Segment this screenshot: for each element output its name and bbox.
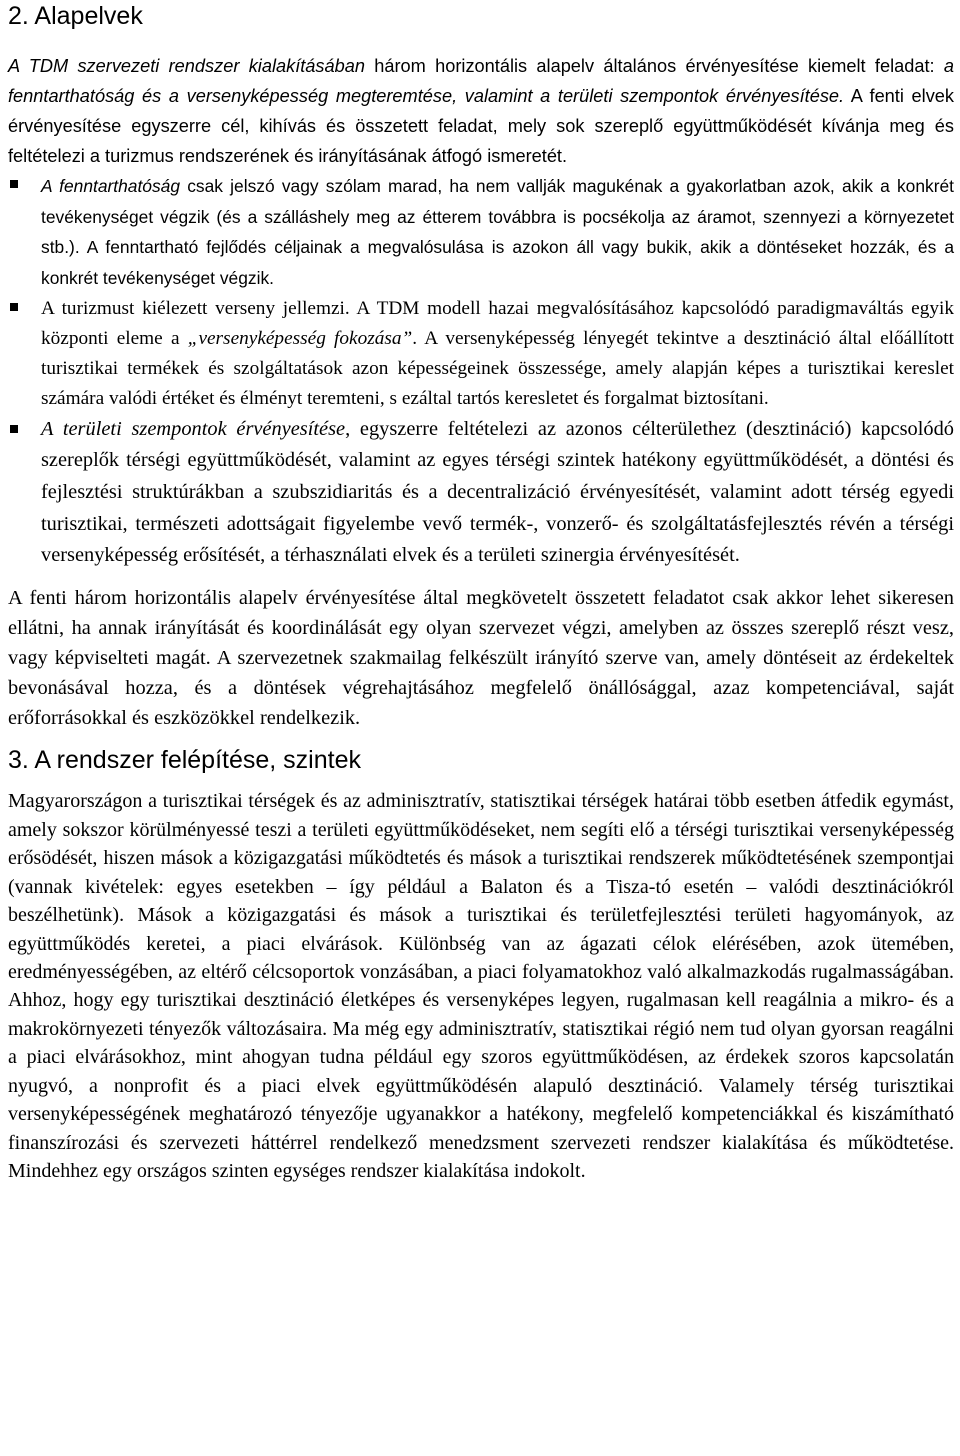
document-page — [8, 0, 954, 1186]
intro-text-2: A fenti elvek érvényesítése egyszerre cél, kihívás és összetett feladat, mely sok szereplő együttműködését kívánja meg és feltételezi a turizmus rendszerének és irányításának átfogó ismeretét. — [8, 86, 954, 166]
bullet-3-italic: A területi szempontok érvényesítése — [41, 417, 346, 440]
bullet-territorial-aspects — [8, 414, 954, 572]
section-2-closing-paragraph: A fenti három horizontális alapelv érvényesítése által megkövetelt összetett feladatot csak akkor lehet sikeresen ellátni, ha annak irányítását és koordinálását egy olyan szervezet végzi, amelyben az összes szereplő részt vesz, vagy képviselteti magát. A szervezetnek szakmailag felkészült irányító szerve van, amely döntéseit az érdekeltek bevonásával hozza, és a döntések végrehajtásához megfelelő önállósággal, azaz kompetenciával, saját erőforrásokkal és eszközökkel rendelkezik. — [8, 586, 954, 730]
principles-bullet-list — [8, 171, 954, 572]
section-2-intro-paragraph — [8, 51, 954, 171]
intro-text-1: három horizontális alapelv általános érvényesítése kiemelt feladat: — [364, 56, 944, 76]
section-3-heading: 3. A rendszer felépítése, szintek — [8, 746, 361, 775]
bullet-competitiveness — [8, 294, 954, 414]
intro-lead-italic: A TDM szervezeti rendszer kialakításában — [8, 56, 365, 76]
bullet-2-text-2: . A versenyképesség lényegét tekintve a desztináció által előállított turisztikai termékek és szolgáltatások azon képességeinek összessége, amely alapján képes a turisztikai kereslet számára valódi értéket és élményt teremteni, s ezáltal tartós keresletet és forgalmat biztosítani. — [41, 327, 954, 409]
bullet-2-text-1: A turizmust kiélezett verseny jellemzi. A TDM modell hazai megvalósításához kapcsolódó paradigmaváltás egyik központi eleme a — [41, 297, 954, 349]
bullet-3-text: , egyszerre feltételezi az azonos célterülethez (desztináció) kapcsolódó szereplők térségi együttműködését, valamint az egyes térségi szintek hatékony együttműködését, a döntési és fejlesztési struktúrákban a szubszidiaritás és a decentralizáció érvényesítését, valamint adott térség egyedi turisztikai, természeti adottságait figyelembe vevő termék-, vonzerő- és szolgáltatásfejlesztés révén a térségi versenyképesség erősítését, a térhasználati elvek és a területi szinergia érvényesítését. — [41, 417, 954, 567]
bullet-2-italic: „versenyképesség fokozása” — [187, 327, 413, 349]
intro-italic-2: a fenntarthatóság és a versenyképesség megteremtése, valamint a területi szempontok érvényesítése. — [8, 56, 954, 106]
bullet-1-italic: A fenntarthatóság — [41, 176, 181, 196]
section-3-body-paragraph: Magyarországon a turisztikai térségek és az adminisztratív, statisztikai térségek határai több esetben átfedik egymást, amely sokszor körülményessé teszi a területi együttműködéseket, nem segíti elő a térségi turisztikai versenyképesség erősödését, hiszen mások a közigazgatási működtetés és mások a turisztikai rendszerek működtetésének szempontjai (vannak kivételek: egyes esetekben – így például a Balaton és a Tisza-tó esetén – valódi desztinációkról beszélhetünk). Mások a közigazgatási és mások a turisztikai és területfejlesztési területi hagyományok, az együttműködés keretei, a piaci elvárások. Különbség van az ágazati célok elérésében, azok ütemében, eredményességében, az eltérő célcsoportok vonzásában, a piaci folyamatokhoz való alkalmazkodás rugalmasságában. Ahhoz, hogy egy turisztikai desztináció életképes és versenyképes legyen, rugalmasan kell reagálnia a mikro- és a makrokörnyezeti tényezők változásaira. Ma még egy adminisztratív, statisztikai régió nem tud olyan gyorsan reagálni a piaci elvárásokhoz, mint ahogyan tudna például egy szoros együttműködésen, az érdekek szoros kapcsolatán nyugvó, a nonprofit és a piaci elvek együttműködésén alapuló desztináció. Valamely térség turisztikai versenyképességének meghatározó tényezője ugyanakkor a hatékony, megfelelő kompetenciákkal és kiszámítható finanszírozási és szervezeti háttérrel rendelkező menedzsment szervezeti rendszer kialakítása és működtetése. Mindehhez egy országos szinten egységes rendszer kialakítása indokolt. — [8, 790, 954, 1183]
section-2-heading: 2. Alapelvek — [8, 2, 143, 30]
bullet-sustainability — [8, 171, 954, 294]
bullet-1-text: csak jelszó vagy szólam marad, ha nem vallják magukénak a gyakorlatban azok, akik a konkrét tevékenységet végzik (és a szálláshely meg az étterem továbbra is pocsékolja az áramot, szennyezi a környezetet stb.). A fenntartható fejlődés céljainak a megvalósulása is azokon áll vagy bukik, akik a döntéseket hozzák, és a konkrét tevékenységet végzik. — [41, 176, 954, 289]
